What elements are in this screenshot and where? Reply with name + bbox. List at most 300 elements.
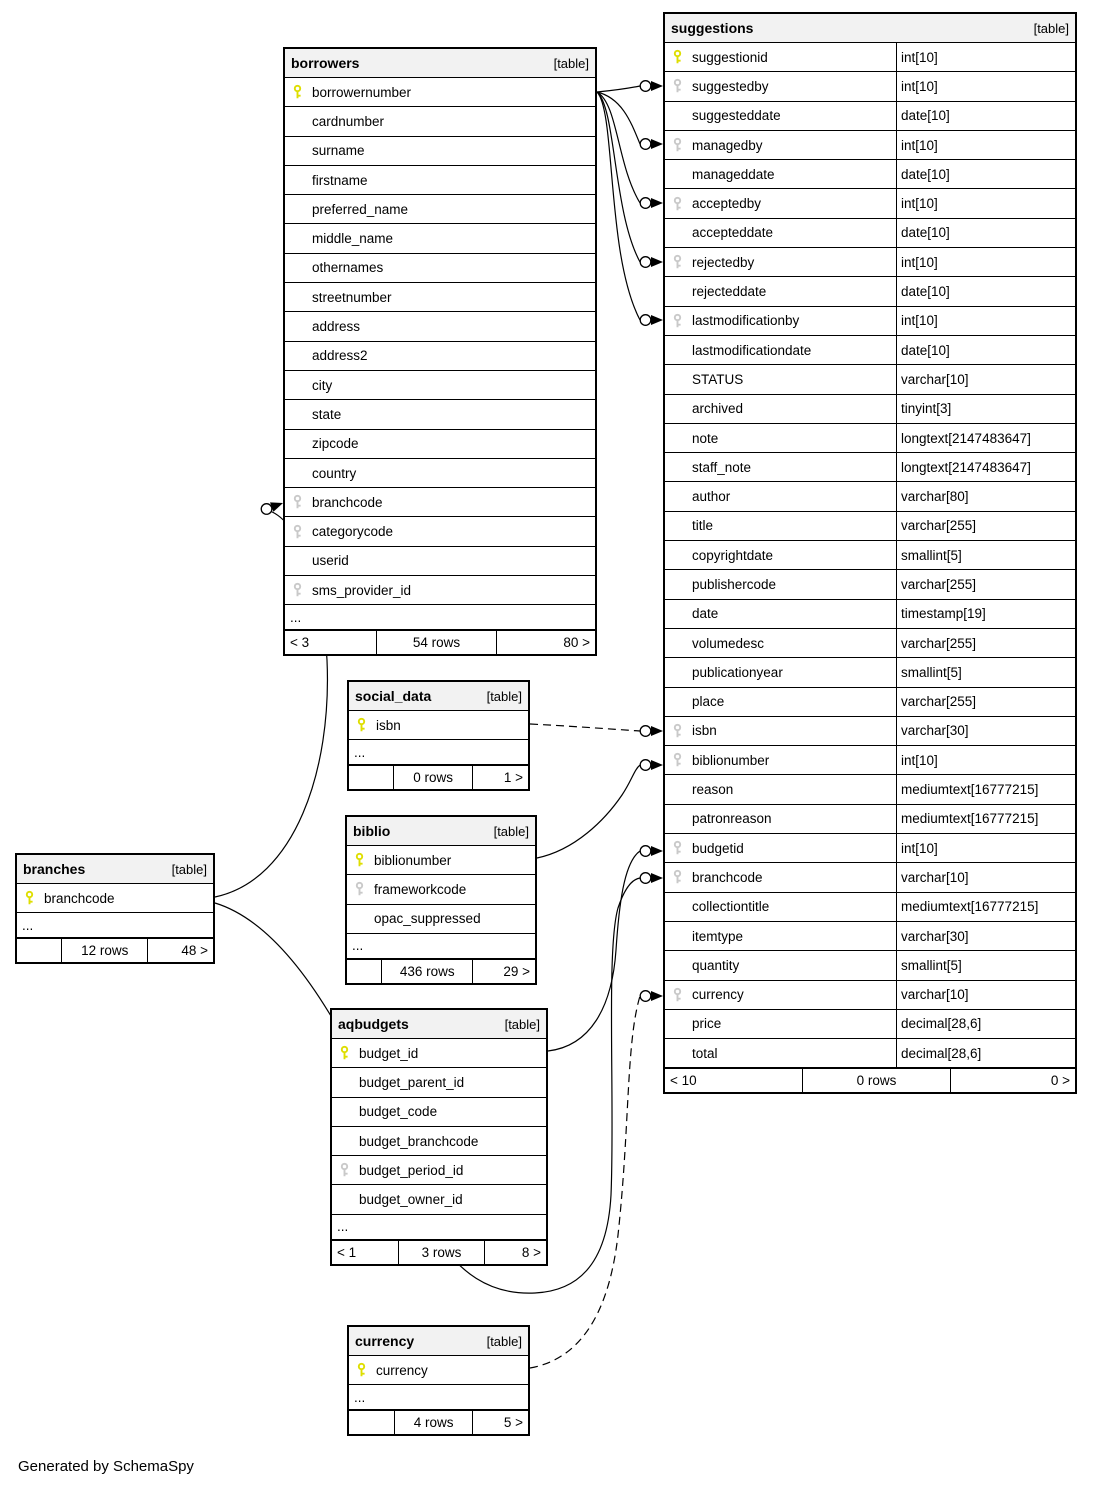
column-name-cell xyxy=(665,512,897,540)
relationship-circle xyxy=(640,81,651,92)
column-row-userid xyxy=(285,547,595,576)
pagination-prev xyxy=(349,1411,394,1434)
column-name-label: userid xyxy=(312,553,349,569)
row-count: 54 rows xyxy=(376,631,496,654)
column-row-itemtype xyxy=(665,922,1075,951)
column-type-cell xyxy=(897,717,1075,745)
column-name-label: surname xyxy=(312,143,365,159)
column-name-cell xyxy=(665,746,897,774)
table-biblio xyxy=(345,815,537,985)
relationship-arrowhead xyxy=(270,502,283,511)
column-name-label: total xyxy=(692,1045,718,1061)
column-name-label: suggesteddate xyxy=(692,108,781,124)
column-name-label: reason xyxy=(692,782,734,798)
relationship-circle xyxy=(640,139,651,150)
table-title-suggestions[interactable]: suggestions xyxy=(671,20,754,36)
column-type-cell xyxy=(897,453,1075,481)
column-name-label: frameworkcode xyxy=(374,881,467,897)
column-name-cell xyxy=(665,365,897,393)
column-type-label: date[10] xyxy=(901,342,950,358)
column-name-cell xyxy=(665,43,897,71)
column-name-label: date xyxy=(692,606,719,622)
primary-key-icon xyxy=(339,1046,350,1061)
foreign-key-icon xyxy=(354,882,365,897)
column-row-currency xyxy=(349,1356,528,1385)
table-footer-biblio xyxy=(347,959,535,983)
pagination-next: 0 > xyxy=(950,1069,1075,1092)
column-name-label: zipcode xyxy=(312,436,359,452)
table-aqbudgets xyxy=(330,1008,548,1266)
column-type-cell xyxy=(897,746,1075,774)
foreign-key-icon xyxy=(672,196,683,211)
column-name-cell xyxy=(347,905,535,933)
relationship-circle xyxy=(640,198,651,209)
column-type-cell xyxy=(897,775,1075,803)
foreign-key-icon xyxy=(292,495,303,510)
relationship-circle xyxy=(640,873,651,884)
column-name-label: isbn xyxy=(692,723,717,739)
table-title-borrowers[interactable]: borrowers xyxy=(291,55,360,71)
column-type-cell xyxy=(897,102,1075,130)
column-row-archived xyxy=(665,395,1075,424)
column-name-label: firstname xyxy=(312,172,368,188)
column-name-cell xyxy=(665,1039,897,1067)
row-count: 4 rows xyxy=(394,1411,472,1434)
column-name-cell xyxy=(285,430,595,458)
more-columns-row: ... xyxy=(285,605,595,630)
relationship-arrowhead xyxy=(651,315,663,325)
column-name-label: categorycode xyxy=(312,524,394,540)
relationship-line-borrowers-borrowernumber-to-suggestions-lastmodificationby xyxy=(597,92,640,320)
column-name-cell xyxy=(665,219,897,247)
pagination-prev xyxy=(349,766,393,789)
relationship-arrowhead xyxy=(651,873,663,883)
column-name-cell xyxy=(332,1098,546,1126)
column-name-cell xyxy=(285,342,595,370)
foreign-key-icon xyxy=(672,313,683,328)
table-type-badge: [table] xyxy=(1033,20,1069,36)
column-row-price xyxy=(665,1010,1075,1039)
column-name-label: budget_id xyxy=(359,1045,419,1061)
table-title-social_data[interactable]: social_data xyxy=(355,688,432,704)
pagination-next: 80 > xyxy=(496,631,595,654)
column-name-cell xyxy=(665,541,897,569)
relationship-line-borrowers-borrowernumber-to-suggestions-rejectedby xyxy=(597,92,640,262)
column-row-quantity xyxy=(665,951,1075,980)
column-type-cell xyxy=(897,1010,1075,1038)
table-currency xyxy=(347,1325,530,1436)
column-row-biblionumber xyxy=(347,846,535,875)
column-name-cell xyxy=(665,951,897,979)
row-count: 3 rows xyxy=(398,1241,484,1264)
column-row-place xyxy=(665,688,1075,717)
row-count: 436 rows xyxy=(381,960,472,983)
row-count: 0 rows xyxy=(802,1069,950,1092)
foreign-key-icon xyxy=(672,723,683,738)
column-name-label: budgetid xyxy=(692,840,744,856)
column-type-label: mediumtext[16777215] xyxy=(901,811,1039,827)
column-name-cell xyxy=(665,629,897,657)
pagination-prev xyxy=(17,939,61,962)
column-type-cell xyxy=(897,336,1075,364)
column-row-borrowernumber xyxy=(285,78,595,107)
column-name-label: note xyxy=(692,430,719,446)
table-type-badge: [table] xyxy=(504,1016,540,1032)
column-type-label: longtext[2147483647] xyxy=(901,459,1031,475)
column-name-cell xyxy=(665,131,897,159)
column-name-cell xyxy=(665,160,897,188)
column-name-cell xyxy=(665,102,897,130)
column-type-cell xyxy=(897,600,1075,628)
column-type-cell xyxy=(897,893,1075,921)
column-type-cell xyxy=(897,160,1075,188)
column-name-label: price xyxy=(692,1016,722,1032)
relationship-arrowhead xyxy=(651,991,663,1001)
column-name-label: budget_owner_id xyxy=(359,1192,463,1208)
column-name-cell xyxy=(285,254,595,282)
column-type-label: date[10] xyxy=(901,166,950,182)
pagination-next: 48 > xyxy=(147,939,213,962)
column-name-label: borrowernumber xyxy=(312,84,412,100)
column-row-acceptedby xyxy=(665,189,1075,218)
relationship-circle xyxy=(640,315,651,326)
primary-key-icon xyxy=(356,1363,367,1378)
column-type-cell xyxy=(897,922,1075,950)
column-row-managedby xyxy=(665,131,1075,160)
column-name-label: lastmodificationdate xyxy=(692,342,812,358)
pagination-prev xyxy=(347,960,381,983)
column-name-cell xyxy=(347,846,535,874)
table-borrowers xyxy=(283,47,597,656)
column-name-cell xyxy=(285,371,595,399)
relationship-circle xyxy=(640,846,651,857)
column-row-cardnumber xyxy=(285,107,595,136)
column-name-label: itemtype xyxy=(692,928,744,944)
column-type-cell xyxy=(897,1039,1075,1067)
row-count: 0 rows xyxy=(393,766,472,789)
relationship-arrowhead xyxy=(651,139,663,149)
column-row-country xyxy=(285,459,595,488)
column-name-label: volumedesc xyxy=(692,635,765,651)
column-row-preferred_name xyxy=(285,195,595,224)
table-footer-currency xyxy=(349,1410,528,1434)
column-type-cell xyxy=(897,72,1075,100)
column-name-label: budget_period_id xyxy=(359,1162,464,1178)
column-row-surname xyxy=(285,137,595,166)
column-name-cell xyxy=(665,453,897,481)
column-type-label: mediumtext[16777215] xyxy=(901,899,1039,915)
table-footer-branches xyxy=(17,938,213,962)
foreign-key-icon xyxy=(672,79,683,94)
column-name-cell xyxy=(332,1185,546,1213)
column-name-cell xyxy=(285,547,595,575)
column-name-label: staff_note xyxy=(692,459,752,475)
column-row-staff_note xyxy=(665,453,1075,482)
table-title-currency[interactable]: currency xyxy=(355,1333,415,1349)
column-row-biblionumber xyxy=(665,746,1075,775)
column-row-patronreason xyxy=(665,805,1075,834)
column-name-label: streetnumber xyxy=(312,289,392,305)
foreign-key-icon xyxy=(672,138,683,153)
column-type-label: tinyint[3] xyxy=(901,401,952,417)
column-type-label: date[10] xyxy=(901,108,950,124)
foreign-key-icon xyxy=(672,987,683,1002)
column-name-label: place xyxy=(692,694,725,710)
column-type-cell xyxy=(897,570,1075,598)
column-name-label: city xyxy=(312,377,333,393)
column-row-middle_name xyxy=(285,224,595,253)
column-type-label: varchar[255] xyxy=(901,576,977,592)
column-type-label: varchar[10] xyxy=(901,869,969,885)
column-row-volumedesc xyxy=(665,629,1075,658)
column-type-label: decimal[28,6] xyxy=(901,1045,982,1061)
column-row-copyrightdate xyxy=(665,541,1075,570)
column-name-cell xyxy=(285,283,595,311)
more-columns-row: ... xyxy=(347,934,535,959)
table-footer-aqbudgets xyxy=(332,1240,546,1264)
column-name-label: address xyxy=(312,319,361,335)
table-type-badge: [table] xyxy=(171,861,207,877)
column-name-cell xyxy=(285,224,595,252)
table-suggestions xyxy=(663,12,1077,1094)
column-row-address xyxy=(285,312,595,341)
column-name-cell xyxy=(285,137,595,165)
column-name-label: budget_branchcode xyxy=(359,1133,479,1149)
column-name-cell xyxy=(285,576,595,604)
column-row-author xyxy=(665,482,1075,511)
column-type-label: smallint[5] xyxy=(901,957,962,973)
table-type-badge: [table] xyxy=(553,55,589,71)
relationship-arrowhead xyxy=(651,846,663,856)
column-row-state xyxy=(285,400,595,429)
table-header-suggestions xyxy=(665,14,1075,43)
column-name-label: isbn xyxy=(376,717,401,733)
column-type-cell xyxy=(897,541,1075,569)
column-type-label: int[10] xyxy=(901,313,938,329)
foreign-key-icon xyxy=(292,524,303,539)
table-title-biblio[interactable]: biblio xyxy=(353,823,391,839)
generator-note: Generated by SchemaSpy xyxy=(18,1458,194,1475)
column-name-label: collectiontitle xyxy=(692,899,770,915)
column-row-budget_period_id xyxy=(332,1156,546,1185)
relationship-line-borrowers-borrowernumber-to-suggestions-suggestedby xyxy=(597,86,640,92)
column-name-cell xyxy=(285,166,595,194)
column-type-cell xyxy=(897,863,1075,891)
column-name-label: budget_code xyxy=(359,1104,438,1120)
column-row-budget_id xyxy=(332,1039,546,1068)
relationship-circle xyxy=(261,504,272,515)
column-name-cell xyxy=(665,717,897,745)
column-name-cell xyxy=(349,1356,528,1384)
relationship-line-borrowers-borrowernumber-to-suggestions-acceptedby xyxy=(597,92,640,203)
column-name-cell xyxy=(349,711,528,739)
column-row-lastmodificationby xyxy=(665,307,1075,336)
table-footer-suggestions xyxy=(665,1068,1075,1092)
column-type-cell xyxy=(897,307,1075,335)
relationship-circle xyxy=(640,257,651,268)
column-type-cell xyxy=(897,951,1075,979)
column-row-branchcode xyxy=(285,488,595,517)
column-row-date xyxy=(665,600,1075,629)
relationship-arrowhead xyxy=(651,81,663,91)
column-row-suggestedby xyxy=(665,72,1075,101)
table-footer-social_data xyxy=(349,765,528,789)
column-type-cell xyxy=(897,629,1075,657)
foreign-key-icon xyxy=(292,583,303,598)
relationship-circle xyxy=(640,760,651,771)
primary-key-icon xyxy=(292,85,303,100)
column-name-label: preferred_name xyxy=(312,201,409,217)
column-row-accepteddate xyxy=(665,219,1075,248)
column-name-label: archived xyxy=(692,401,744,417)
column-type-label: longtext[2147483647] xyxy=(901,430,1031,446)
column-type-cell xyxy=(897,365,1075,393)
column-name-cell xyxy=(665,277,897,305)
column-name-cell xyxy=(665,482,897,510)
column-name-label: rejecteddate xyxy=(692,284,767,300)
column-type-label: date[10] xyxy=(901,225,950,241)
column-row-budgetid xyxy=(665,834,1075,863)
column-name-label: branchcode xyxy=(312,494,383,510)
column-type-cell xyxy=(897,834,1075,862)
column-row-budget_owner_id xyxy=(332,1185,546,1214)
column-row-note xyxy=(665,424,1075,453)
relationship-line-borrowers-borrowernumber-to-suggestions-managedby xyxy=(597,92,640,144)
column-name-cell xyxy=(665,189,897,217)
column-name-label: branchcode xyxy=(44,890,115,906)
pagination-prev: < 3 xyxy=(290,635,310,651)
column-type-cell xyxy=(897,424,1075,452)
table-header-social_data xyxy=(349,682,528,711)
foreign-key-icon xyxy=(672,841,683,856)
more-columns-row: ... xyxy=(332,1215,546,1240)
column-name-label: othernames xyxy=(312,260,384,276)
column-name-cell xyxy=(665,72,897,100)
column-type-label: decimal[28,6] xyxy=(901,1016,982,1032)
table-header-currency xyxy=(349,1327,528,1356)
table-header-biblio xyxy=(347,817,535,846)
column-name-label: title xyxy=(692,518,714,534)
column-row-currency xyxy=(665,981,1075,1010)
column-row-opac_suppressed xyxy=(347,905,535,934)
column-type-label: int[10] xyxy=(901,49,938,65)
relationship-arrowhead xyxy=(651,257,663,267)
column-row-othernames xyxy=(285,254,595,283)
table-header-aqbudgets xyxy=(332,1010,546,1039)
relationship-line-biblio-biblionumber-to-suggestions-biblionumber xyxy=(537,765,640,858)
relationship-arrowhead xyxy=(651,760,663,770)
column-name-label: state xyxy=(312,406,342,422)
column-type-label: mediumtext[16777215] xyxy=(901,782,1039,798)
column-type-label: varchar[30] xyxy=(901,723,969,739)
pagination-next: 5 > xyxy=(472,1411,528,1434)
column-name-cell xyxy=(285,488,595,516)
column-row-lastmodificationdate xyxy=(665,336,1075,365)
foreign-key-icon xyxy=(672,753,683,768)
column-name-cell xyxy=(332,1156,546,1184)
column-row-rejectedby xyxy=(665,248,1075,277)
column-type-label: int[10] xyxy=(901,196,938,212)
column-name-cell xyxy=(665,395,897,423)
column-name-cell xyxy=(285,459,595,487)
column-name-label: publicationyear xyxy=(692,664,783,680)
column-name-cell xyxy=(332,1039,546,1067)
table-title-aqbudgets[interactable]: aqbudgets xyxy=(338,1016,409,1032)
column-type-label: varchar[255] xyxy=(901,518,977,534)
column-row-streetnumber xyxy=(285,283,595,312)
column-name-label: lastmodificationby xyxy=(692,313,800,329)
table-header-branches xyxy=(17,855,213,884)
column-name-cell xyxy=(285,78,595,106)
column-row-sms_provider_id xyxy=(285,576,595,605)
column-type-label: timestamp[19] xyxy=(901,606,986,622)
column-row-manageddate xyxy=(665,160,1075,189)
pagination-prev: < 1 xyxy=(337,1244,357,1260)
column-name-cell xyxy=(665,307,897,335)
pagination-next: 8 > xyxy=(484,1241,546,1264)
column-type-cell xyxy=(897,43,1075,71)
column-row-isbn xyxy=(349,711,528,740)
column-row-budget_parent_id xyxy=(332,1068,546,1097)
column-name-label: cardnumber xyxy=(312,113,385,129)
column-name-cell xyxy=(285,400,595,428)
table-type-badge: [table] xyxy=(486,1333,522,1349)
column-name-cell xyxy=(285,195,595,223)
column-type-label: varchar[30] xyxy=(901,928,969,944)
column-name-label: country xyxy=(312,465,357,481)
column-row-title xyxy=(665,512,1075,541)
column-name-label: suggestionid xyxy=(692,49,768,65)
column-name-label: budget_parent_id xyxy=(359,1074,465,1090)
column-name-label: quantity xyxy=(692,957,740,973)
column-type-cell xyxy=(897,512,1075,540)
column-name-label: sms_provider_id xyxy=(312,582,412,598)
column-type-cell xyxy=(897,805,1075,833)
table-type-badge: [table] xyxy=(486,688,522,704)
table-branches xyxy=(15,853,215,964)
column-name-cell xyxy=(665,922,897,950)
column-type-label: int[10] xyxy=(901,752,938,768)
primary-key-icon xyxy=(356,718,367,733)
column-row-budget_branchcode xyxy=(332,1127,546,1156)
column-name-label: rejectedby xyxy=(692,254,755,270)
column-name-cell xyxy=(665,658,897,686)
pagination-prev: < 10 xyxy=(670,1073,697,1089)
column-type-label: smallint[5] xyxy=(901,664,962,680)
column-row-total xyxy=(665,1039,1075,1068)
column-name-cell xyxy=(665,775,897,803)
column-name-cell xyxy=(347,875,535,903)
column-row-zipcode xyxy=(285,430,595,459)
column-name-label: opac_suppressed xyxy=(374,911,481,927)
table-social_data xyxy=(347,680,530,791)
column-name-cell xyxy=(332,1127,546,1155)
column-row-firstname xyxy=(285,166,595,195)
foreign-key-icon xyxy=(672,255,683,270)
column-row-collectiontitle xyxy=(665,893,1075,922)
column-type-cell xyxy=(897,189,1075,217)
column-type-label: int[10] xyxy=(901,137,938,153)
table-title-branches[interactable]: branches xyxy=(23,861,86,877)
primary-key-icon xyxy=(672,50,683,65)
column-row-categorycode xyxy=(285,517,595,546)
column-type-cell xyxy=(897,482,1075,510)
column-name-cell xyxy=(665,688,897,716)
relationship-line-social_data-isbn-to-suggestions-isbn xyxy=(530,724,640,731)
column-name-cell xyxy=(665,834,897,862)
column-row-budget_code xyxy=(332,1098,546,1127)
column-type-label: int[10] xyxy=(901,254,938,270)
